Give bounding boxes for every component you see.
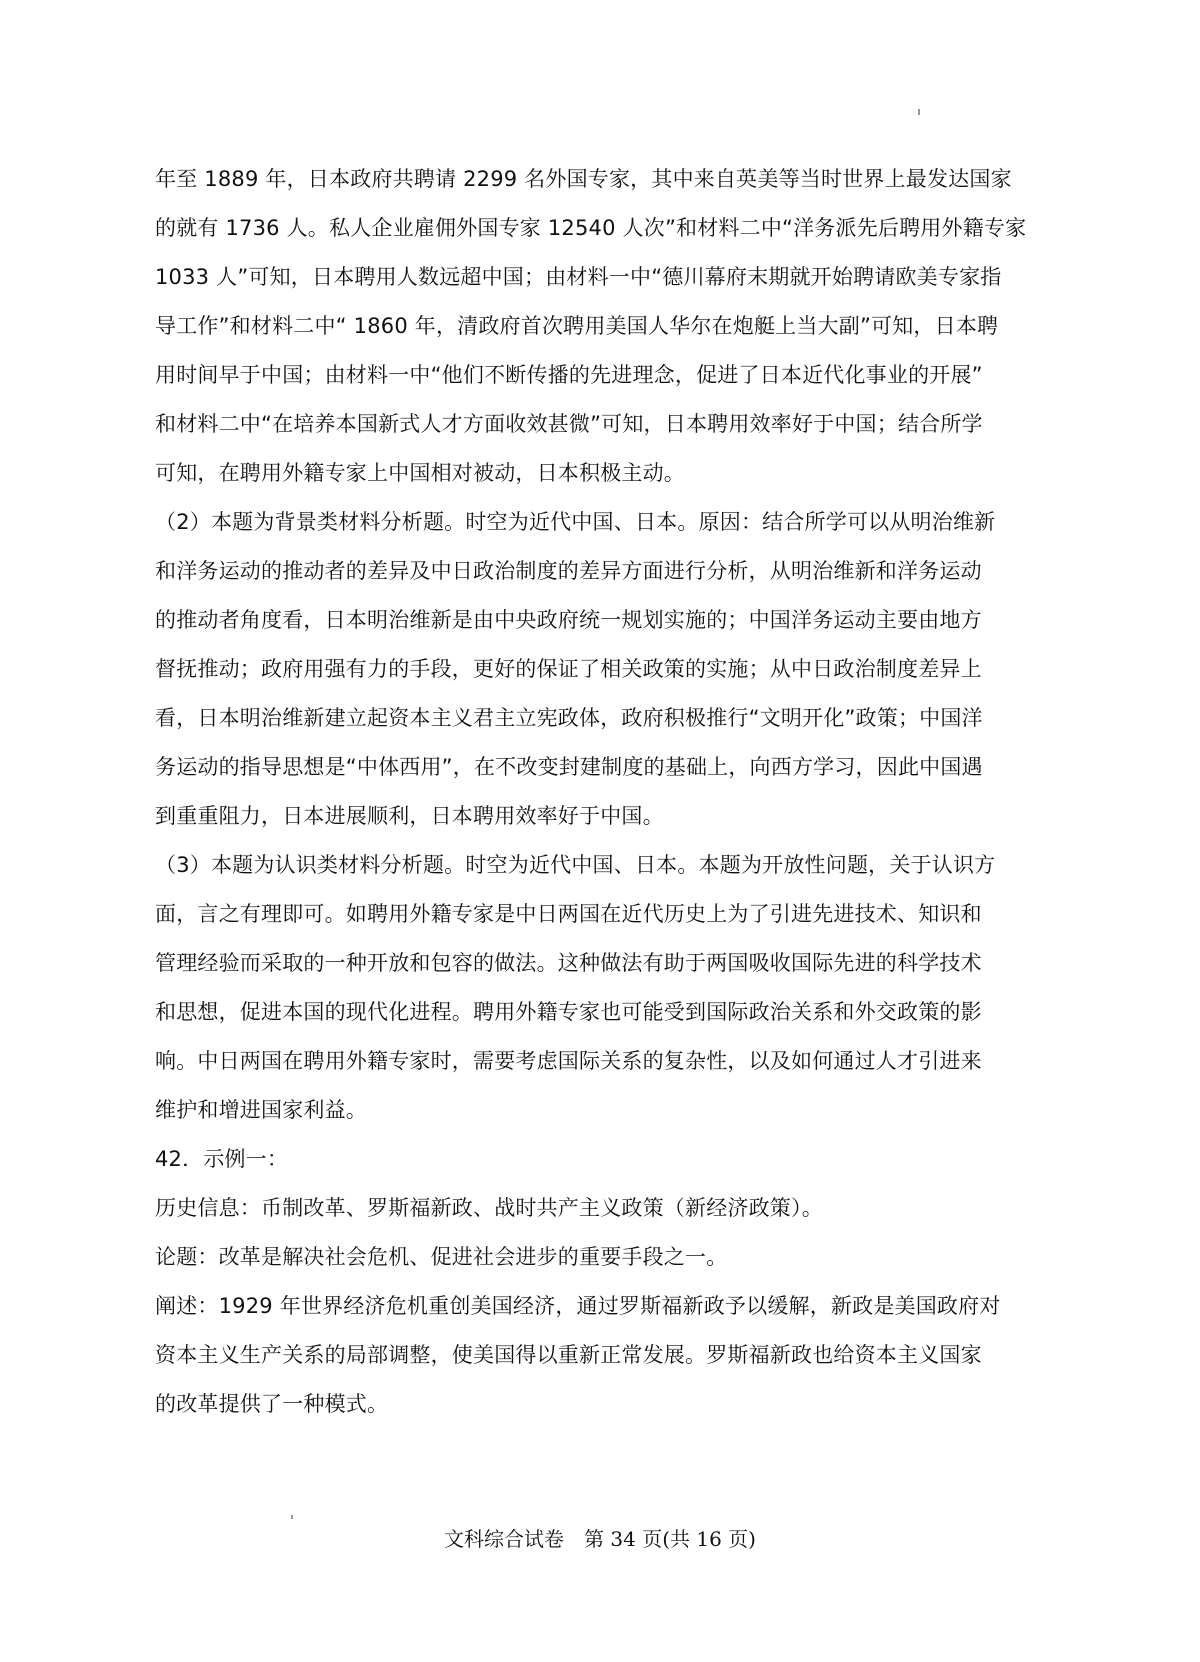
text-line: 历史信息：币制改革、罗斯福新政、战时共产主义政策（新经济政策）。 xyxy=(155,1196,823,1220)
text-line: 和材料二中“在培养本国新式人才方面收效甚微”可知，日本聘用效率好于中国；结合所学 xyxy=(155,412,983,436)
text-line: 和思想，促进本国的现代化进程。聘用外籍专家也可能受到国际政治关系和外交政策的影 xyxy=(155,1000,982,1024)
text-line: 务运动的指导思想是“中体西用”，在不改变封建制度的基础上，向西方学习，因此中国遇 xyxy=(155,755,983,779)
text-line: 和洋务运动的推动者的差异及中日政治制度的差异方面进行分析，从明治维新和洋务运动 xyxy=(155,559,982,583)
text-line: 的改革提供了一种模式。 xyxy=(155,1392,389,1416)
page-footer: 文科综合试卷 第 34 页(共 16 页) xyxy=(444,1527,756,1551)
scan-mark-bottom xyxy=(291,1515,293,1519)
text-line: 响。中日两国在聘用外籍专家时，需要考虑国际关系的复杂性，以及如何通过人才引进来 xyxy=(155,1049,982,1073)
text-line: 资本主义生产关系的局部调整，使美国得以重新正常发展。罗斯福新政也给资本主义国家 xyxy=(155,1343,982,1367)
text-line: 到重重阻力，日本进展顺利，日本聘用效率好于中国。 xyxy=(155,804,664,828)
text-line: （3）本题为认识类材料分析题。时空为近代中国、日本。本题为开放性问题，关于认识方 xyxy=(155,853,996,877)
text-line: 的就有 1736 人。私人企业雇佣外国专家 12540 人次”和材料二中“洋务派先后聘用外籍专家 xyxy=(155,216,1027,240)
text-line: 论题：改革是解决社会危机、促进社会进步的重要手段之一。 xyxy=(155,1245,728,1269)
text-line: 维护和增进国家利益。 xyxy=(155,1098,367,1122)
text-line: 导工作”和材料二中“ 1860 年，清政府首次聘用美国人华尔在炮艇上当大副”可知，日本聘 xyxy=(155,314,999,338)
text-line: （2）本题为背景类材料分析题。时空为近代中国、日本。原因：结合所学可以从明治维新 xyxy=(155,510,996,534)
text-line: 面，言之有理即可。如聘用外籍专家是中日两国在近代历史上为了引进先进技术、知识和 xyxy=(155,902,982,926)
scan-mark-top xyxy=(918,109,920,115)
text-line: 管理经验而采取的一种开放和包容的做法。这种做法有助于两国吸收国际先进的科学技术 xyxy=(155,951,982,975)
text-line: 可知，在聘用外籍专家上中国相对被动，日本积极主动。 xyxy=(155,461,685,485)
text-line: 42．示例一： xyxy=(155,1147,289,1171)
text-line: 看，日本明治维新建立起资本主义君主立宪政体，政府积极推行“文明开化”政策；中国洋 xyxy=(155,706,983,730)
answer-text-body xyxy=(155,155,1055,1429)
text-line: 年至 1889 年，日本政府共聘请 2299 名外国专家，其中来自英美等当时世界上最发达国家 xyxy=(155,167,1012,191)
answer-paragraph xyxy=(155,155,1055,1429)
text-line: 的推动者角度看，日本明治维新是由中央政府统一规划实施的；中国洋务运动主要由地方 xyxy=(155,608,982,632)
text-line: 督抚推动；政府用强有力的手段，更好的保证了相关政策的实施；从中日政治制度差异上 xyxy=(155,657,982,681)
text-line: 阐述：1929 年世界经济危机重创美国经济，通过罗斯福新政予以缓解，新政是美国政府对 xyxy=(155,1294,1001,1318)
text-line: 用时间早于中国；由材料一中“他们不断传播的先进理念，促进了日本近代化事业的开展” xyxy=(155,363,983,387)
text-line: 1033 人”可知，日本聘用人数远超中国；由材料一中“德川幕府末期就开始聘请欧美专家指 xyxy=(155,265,1002,289)
